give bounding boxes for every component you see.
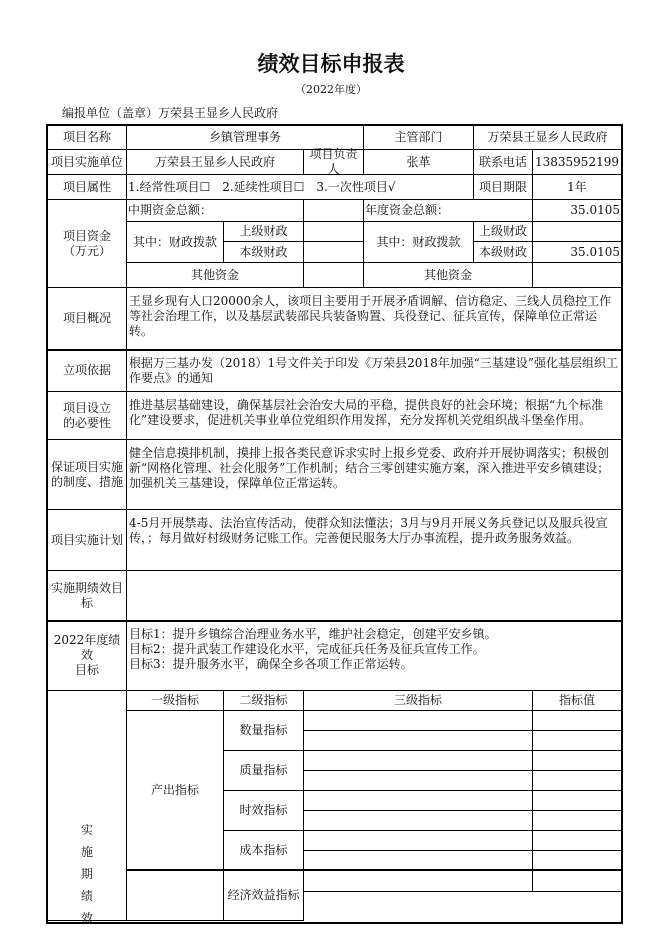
annual-other-funds-label: 其他资金 bbox=[363, 262, 533, 288]
annual-local-fiscal-label: 本级财政 bbox=[473, 241, 533, 263]
implementing-unit-label: 项目实施单位 bbox=[47, 149, 127, 175]
reporting-unit: 编报单位（盖章）万荣县王显乡人民政府 bbox=[62, 106, 279, 120]
period-goal-text[interactable] bbox=[126, 570, 622, 621]
indicator-value-cell[interactable] bbox=[532, 870, 622, 892]
header-level1: 一级指标 bbox=[126, 690, 224, 711]
level3-indicator-cell[interactable] bbox=[303, 770, 533, 791]
mid-upper-fiscal-label: 上级财政 bbox=[223, 221, 304, 242]
benefit-indicator-label bbox=[126, 870, 224, 921]
basis-text[interactable]: 根据万三基办发（2018）1号文件关于印发《万荣县2018年加强“三基建设”强化基层组织工作要点》的通知 bbox=[126, 349, 622, 392]
phone-value[interactable]: 13835952199 bbox=[532, 149, 622, 175]
guarantee-measures-label: 保证项目实施 的制度、措施 bbox=[47, 439, 127, 510]
thick-divider bbox=[126, 869, 622, 871]
mid-term-total-value[interactable] bbox=[303, 199, 364, 222]
department-value[interactable]: 万荣县王显乡人民政府 bbox=[473, 125, 622, 150]
mid-other-funds-label: 其他资金 bbox=[126, 262, 304, 288]
mid-upper-fiscal-value[interactable] bbox=[303, 221, 364, 242]
phone-label: 联系电话 bbox=[473, 149, 533, 175]
level3-indicator-cell[interactable] bbox=[303, 810, 533, 831]
indicator-value-cell[interactable] bbox=[532, 850, 622, 871]
implementation-plan-text[interactable]: 4-5月开展禁毒、法治宣传活动，使群众知法懂法；3月与9月开展义务兵登记以及服兵役宣传，；每月做好村级财务记账工作。完善便民服务大厅办事流程，提升政务服务效益。 bbox=[126, 509, 622, 571]
header-level3: 三级指标 bbox=[303, 690, 533, 711]
project-name-value[interactable]: 乡镇管理事务 bbox=[126, 125, 364, 150]
page-title: 绩效目标申报表 bbox=[257, 52, 405, 76]
indicator-value-cell[interactable] bbox=[532, 830, 622, 851]
thick-divider bbox=[47, 620, 622, 622]
annual-local-fiscal-value[interactable]: 35.0105 bbox=[532, 241, 622, 263]
indicator-value-cell[interactable] bbox=[532, 790, 622, 811]
report-year: （2022年度） bbox=[295, 83, 367, 96]
indicator-value-cell[interactable] bbox=[532, 810, 622, 831]
project-period-label: 项目期限 bbox=[473, 174, 533, 200]
basis-label: 立项依据 bbox=[47, 349, 127, 392]
guarantee-measures-text[interactable]: 健全信息摸排机制，摸排上报各类民意诉求实时上报乡党委、政府并开展协调落实；积极创新“网格化管理、社会化服务”工作机制；结合三零创建实施方案，深入推进平安乡镇建设；加强机关三基建设，保障单位正常运转。 bbox=[126, 439, 622, 510]
overview-text[interactable]: 王显乡现有人口20000余人，该项目主要用于开展矛盾调解、信访稳定、三线人员稳控工作等社会治理工作，以及基层武装部民兵装备购置、兵役登记、征兵宣传，保障单位正常运转。 bbox=[126, 287, 622, 350]
implementing-unit-value[interactable]: 万荣县王显乡人民政府 bbox=[126, 149, 304, 175]
level3-indicator-cell[interactable] bbox=[303, 850, 533, 871]
level3-indicator-cell[interactable] bbox=[303, 790, 533, 811]
project-leader-value[interactable]: 张革 bbox=[363, 149, 474, 175]
annual-goal-label: 2022年度绩效 目标 bbox=[47, 620, 127, 691]
indicators-side-label: 实 施 期 绩 效 bbox=[47, 690, 127, 921]
level3-indicator-cell[interactable] bbox=[303, 830, 533, 851]
department-label: 主管部门 bbox=[363, 125, 474, 150]
indicator-value-cell[interactable] bbox=[532, 750, 622, 771]
level3-indicator-cell[interactable] bbox=[303, 870, 533, 892]
level2-indicator: 经济效益指标 bbox=[223, 870, 304, 921]
necessity-label: 项目设立 的必要性 bbox=[47, 391, 127, 440]
annual-upper-fiscal-value[interactable] bbox=[532, 221, 622, 242]
mid-term-total-label: 中期资金总额： bbox=[126, 199, 304, 222]
period-goal-label: 实施期绩效目 标 bbox=[47, 570, 127, 621]
project-name-label: 项目名称 bbox=[47, 125, 127, 150]
mid-other-funds-value[interactable] bbox=[303, 262, 364, 288]
level2-indicator: 时效指标 bbox=[223, 790, 304, 831]
project-attribute-value[interactable]: 1.经常性项目☐ 2.延续性项目☐ 3.一次性项目√ bbox=[126, 174, 474, 200]
indicator-value-cell[interactable] bbox=[532, 770, 622, 791]
header-value: 指标值 bbox=[532, 690, 622, 711]
mid-local-fiscal-value[interactable] bbox=[303, 241, 364, 263]
necessity-text[interactable]: 推进基层基础建设，确保基层社会治安大局的平稳，提供良好的社会环境；根据“九个标准化”建设要求，促进机关事业单位党组织作用发挥，充分发挥机关党组织战斗堡垒作用。 bbox=[126, 391, 622, 440]
mid-fiscal-allocation-label: 其中：财政拨款 bbox=[126, 221, 224, 263]
level2-indicator: 质量指标 bbox=[223, 750, 304, 791]
annual-other-funds-value[interactable] bbox=[532, 262, 622, 288]
project-attribute-label: 项目属性 bbox=[47, 174, 127, 200]
output-indicator-label: 产出指标 bbox=[126, 710, 224, 871]
annual-total-label: 年度资金总额： bbox=[363, 199, 533, 222]
implementation-plan-label: 项目实施计划 bbox=[47, 509, 127, 571]
thick-divider bbox=[47, 349, 622, 351]
annual-upper-fiscal-label: 上级财政 bbox=[473, 221, 533, 242]
level3-indicator-cell[interactable] bbox=[303, 730, 533, 751]
mid-local-fiscal-label: 本级财政 bbox=[223, 241, 304, 263]
project-leader-label: 项目负责人 bbox=[303, 149, 364, 175]
level3-indicator-cell[interactable] bbox=[303, 710, 533, 731]
header-level2: 二级指标 bbox=[223, 690, 304, 711]
overview-label: 项目概况 bbox=[47, 287, 127, 350]
indicator-value-cell[interactable] bbox=[532, 730, 622, 751]
level2-indicator: 数量指标 bbox=[223, 710, 304, 751]
level3-indicator-cell[interactable] bbox=[303, 750, 533, 771]
annual-fiscal-allocation-label: 其中：财政拨款 bbox=[363, 221, 474, 263]
indicator-value-cell[interactable] bbox=[532, 710, 622, 731]
level2-indicator: 成本指标 bbox=[223, 830, 304, 871]
annual-total-value[interactable]: 35.0105 bbox=[532, 199, 622, 222]
annual-goal-text[interactable]: 目标1：提升乡镇综合治理业务水平，维护社会稳定，创建平安乡镇。 目标2：提升武装工作建设化水平，完成征兵任务及征兵宣传工作。 目标3：提升服务水平，确保全乡各项工作正常运转。 bbox=[126, 620, 622, 691]
project-funds-label: 项目资金 （万元） bbox=[47, 199, 127, 288]
project-period-value[interactable]: 1年 bbox=[532, 174, 622, 200]
